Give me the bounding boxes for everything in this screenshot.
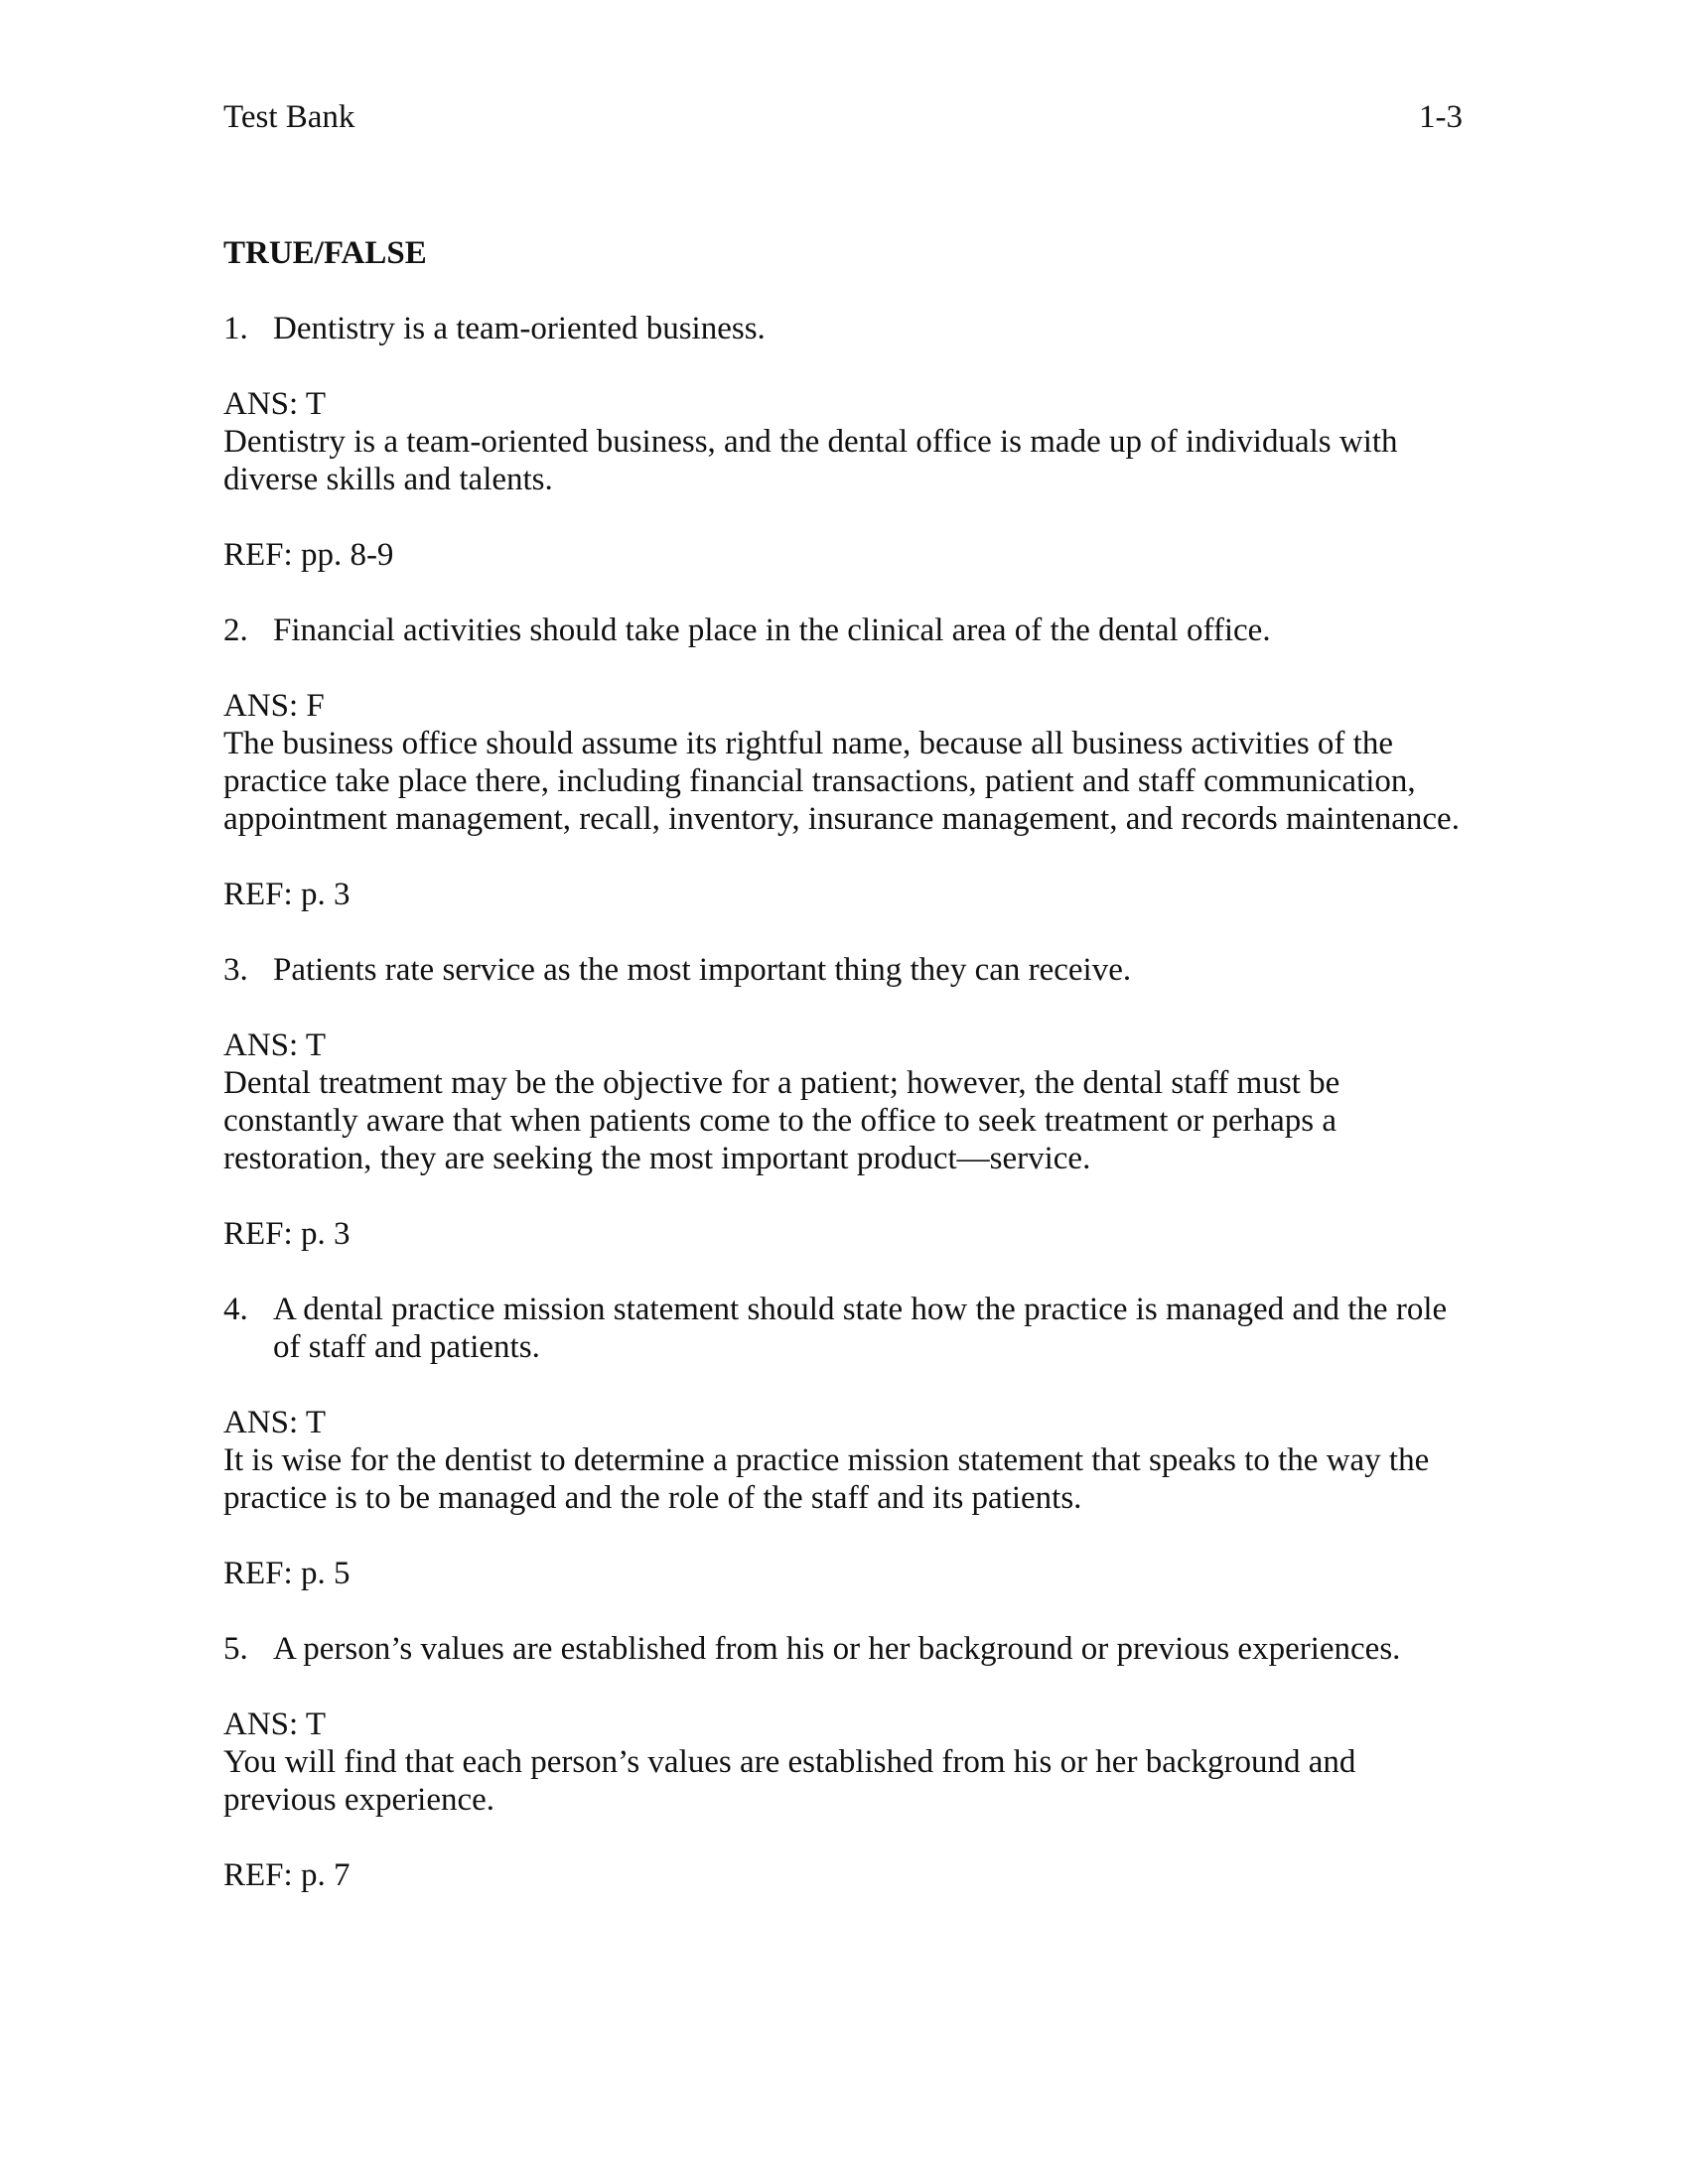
question-2 (223, 612, 1465, 649)
question-4 (223, 1291, 1465, 1366)
answer-key: ANS: F (223, 688, 325, 724)
answer-rationale: The business office should assume its rightful name, because all business activities of the practice take place there, including financial transactions, patient and staff communication, appointment management, recall, inventory, insurance management, and records maintenance. (223, 726, 1460, 837)
answer-key: ANS: T (223, 1027, 326, 1063)
question-1 (223, 310, 1465, 347)
page-reference: REF: pp. 8-9 (223, 537, 394, 573)
question-text: Dentistry is a team-oriented business. (273, 311, 766, 346)
page-reference: REF: p. 3 (223, 877, 351, 912)
answer-key: ANS: T (223, 1405, 326, 1440)
answer-rationale: You will find that each person’s values are established from his or her background and previous experience. (223, 1744, 1356, 1818)
question-number: 1. (223, 311, 248, 346)
page-reference: REF: p. 7 (223, 1857, 351, 1893)
document-body (223, 234, 1465, 1932)
header-title: Test Bank (223, 99, 355, 135)
page-reference: REF: p. 5 (223, 1556, 351, 1591)
answer-key: ANS: T (223, 386, 326, 422)
page-header (223, 95, 1463, 139)
answer-rationale: It is wise for the dentist to determine a practice mission statement that speaks to the way the practice is to be managed and the role of the staff and its patients. (223, 1442, 1430, 1516)
question-text: A dental practice mission statement should state how the practice is managed and the role of staff and patients. (273, 1292, 1448, 1365)
question-number: 2. (223, 613, 248, 648)
question-number: 5. (223, 1631, 248, 1667)
answer-rationale: Dentistry is a team-oriented business, and the dental office is made up of individuals with diverse skills and talents. (223, 424, 1398, 497)
question-number: 4. (223, 1292, 248, 1327)
answer-rationale: Dental treatment may be the objective for a patient; however, the dental staff must be constantly aware that when patients come to the office to seek treatment or perhaps a restoration, they are seeking the most important product—service. (223, 1065, 1340, 1176)
question-number: 3. (223, 952, 248, 988)
question-5 (223, 1630, 1465, 1668)
question-3 (223, 951, 1465, 989)
answer-key: ANS: T (223, 1706, 326, 1742)
page-reference: REF: p. 3 (223, 1216, 351, 1252)
question-text: Patients rate service as the most important thing they can receive. (273, 952, 1132, 988)
question-text: Financial activities should take place in the clinical area of the dental office. (273, 613, 1271, 648)
question-text: A person’s values are established from his or her background or previous experiences. (273, 1631, 1401, 1667)
section-title: TRUE/FALSE (223, 235, 427, 271)
page-number: 1-3 (1419, 99, 1463, 135)
